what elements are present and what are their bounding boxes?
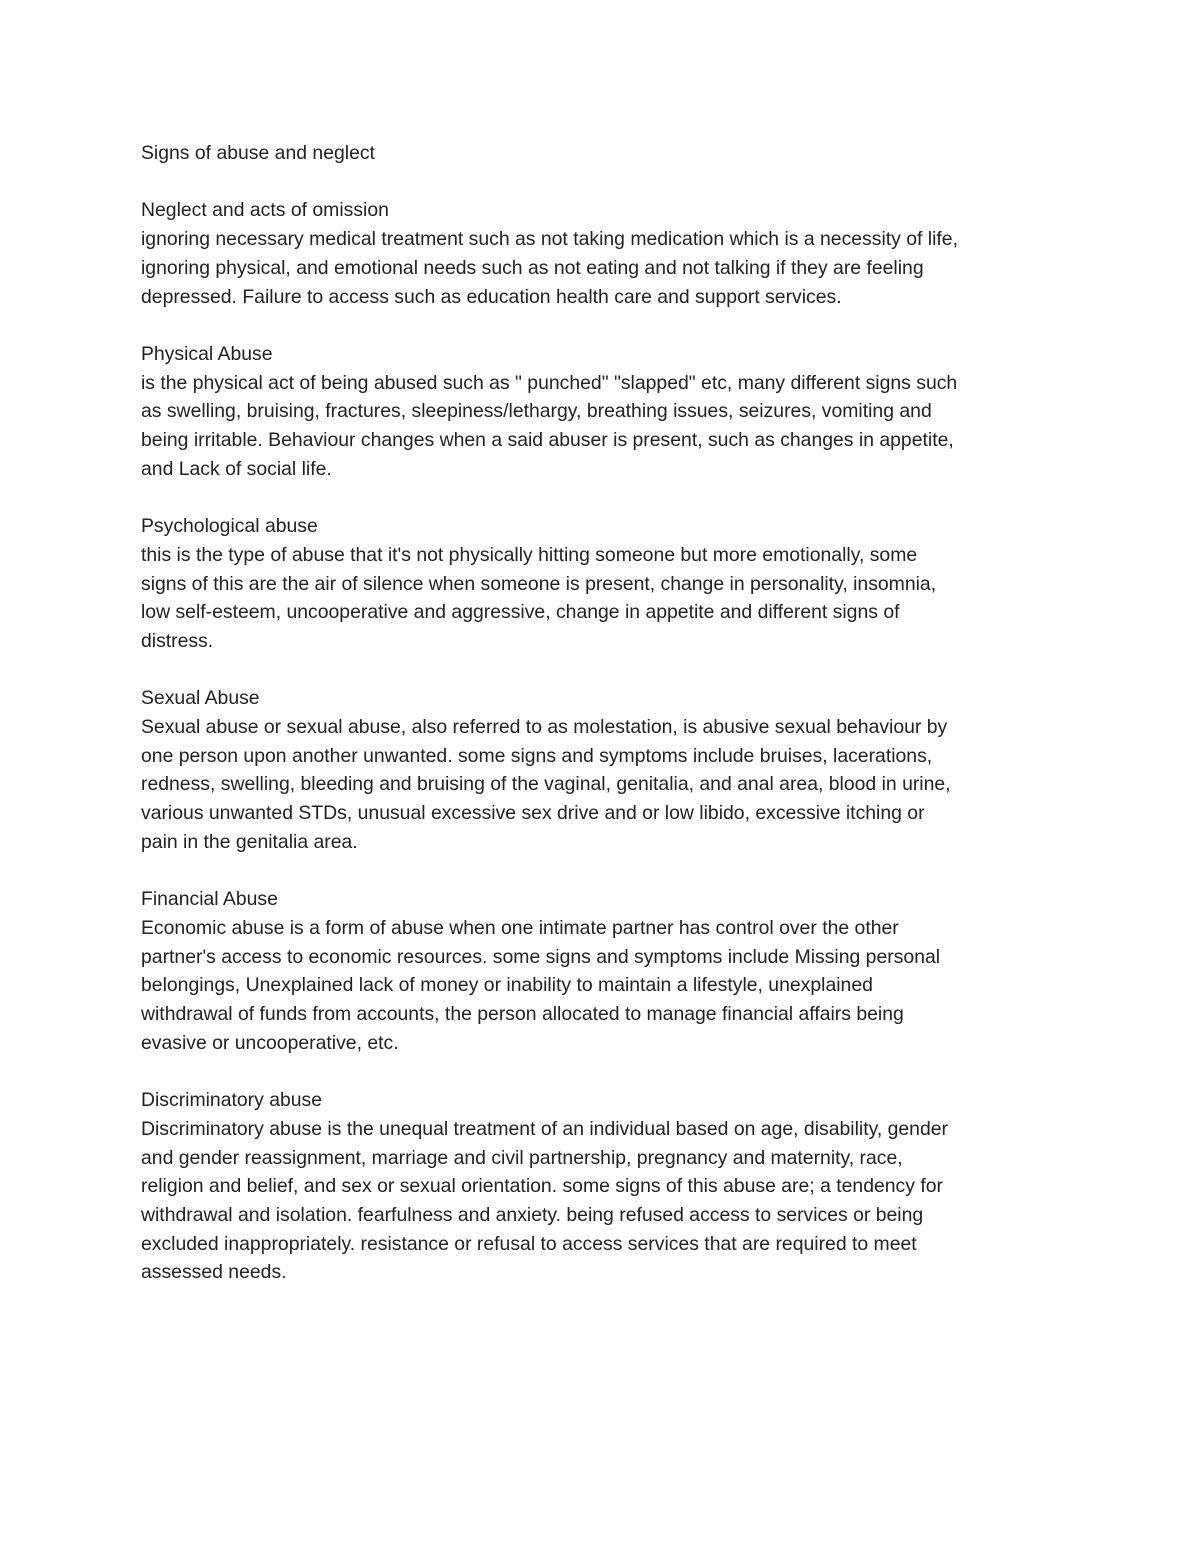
section-line: ignoring physical, and emotional needs such as not eating and not talking if they are feeling [141, 256, 924, 279]
section-line: being irritable. Behaviour changes when a said abuser is present, such as changes in appetite, [141, 429, 954, 451]
section-heading: Neglect and acts of omission [141, 199, 389, 222]
section-line: evasive or uncooperative, etc. [141, 1031, 399, 1054]
document-content [141, 139, 1071, 1316]
section-line: Sexual abuse or sexual abuse, also referred to as molestation, is abusive sexual behaviour by [141, 716, 948, 738]
section-line: Economic abuse is a form of abuse when one intimate partner has control over the other [141, 916, 899, 939]
section-line: withdrawal and isolation. fearfulness and anxiety. being refused access to services or being [141, 1203, 924, 1226]
section-line: assessed needs. [141, 1261, 287, 1284]
section-line: depressed. Failure to access such as education health care and support services. [141, 285, 842, 308]
section-line: is the physical act of being abused such as " punched" "slapped" etc, many different signs such [141, 371, 958, 394]
section-neglect [141, 196, 1071, 311]
section-line: this is the type of abuse that it's not physically hitting someone but more emotionally, some [141, 543, 918, 566]
section-discriminatory-abuse [141, 1086, 1071, 1287]
section-psychological-abuse [141, 512, 1071, 656]
document-title: Signs of abuse and neglect [141, 142, 375, 164]
section-heading: Financial Abuse [141, 888, 278, 911]
section-line: Discriminatory abuse is the unequal treatment of an individual based on age, disability, gender [141, 1117, 948, 1140]
section-financial-abuse [141, 885, 1071, 1057]
section-line: withdrawal of funds from accounts, the person allocated to manage financial affairs being [141, 1003, 904, 1026]
section-line: and gender reassignment, marriage and civil partnership, pregnancy and maternity, race, [141, 1146, 903, 1169]
section-line: ignoring necessary medical treatment such as not taking medication which is a necessity of life, [141, 228, 958, 251]
section-line: excluded inappropriately. resistance or refusal to access services that are required to meet [141, 1232, 917, 1255]
section-heading: Discriminatory abuse [141, 1089, 323, 1112]
section-line: and Lack of social life. [141, 457, 332, 480]
section-line: low self-esteem, uncooperative and aggressive, change in appetite and different signs of [141, 601, 900, 624]
section-physical-abuse [141, 340, 1071, 484]
section-line: redness, swelling, bleeding and bruising of the vaginal, genitalia, and anal area, blood in urine, [141, 773, 951, 796]
section-sexual-abuse [141, 684, 1071, 856]
section-line: as swelling, bruising, fractures, sleepiness/lethargy, breathing issues, seizures, vomiting and [141, 400, 932, 423]
section-heading: Sexual Abuse [141, 687, 260, 710]
section-line: pain in the genitalia area. [141, 830, 358, 853]
section-line: signs of this are the air of silence when someone is present, change in personality, insomnia, [141, 572, 937, 595]
section-heading: Psychological abuse [141, 515, 318, 538]
section-line: one person upon another unwanted. some signs and symptoms include bruises, lacerations, [141, 744, 933, 767]
section-line: religion and belief, and sex or sexual orientation. some signs of this abuse are; a tendency for [141, 1175, 943, 1198]
section-line: belongings, Unexplained lack of money or inability to maintain a lifestyle, unexplained [141, 974, 873, 997]
section-line: various unwanted STDs, unusual excessive sex drive and or low libido, excessive itching or [141, 802, 925, 825]
section-line: distress. [141, 629, 214, 652]
section-line: partner's access to economic resources. some signs and symptoms include Missing personal [141, 945, 941, 968]
section-heading: Physical Abuse [141, 342, 273, 365]
